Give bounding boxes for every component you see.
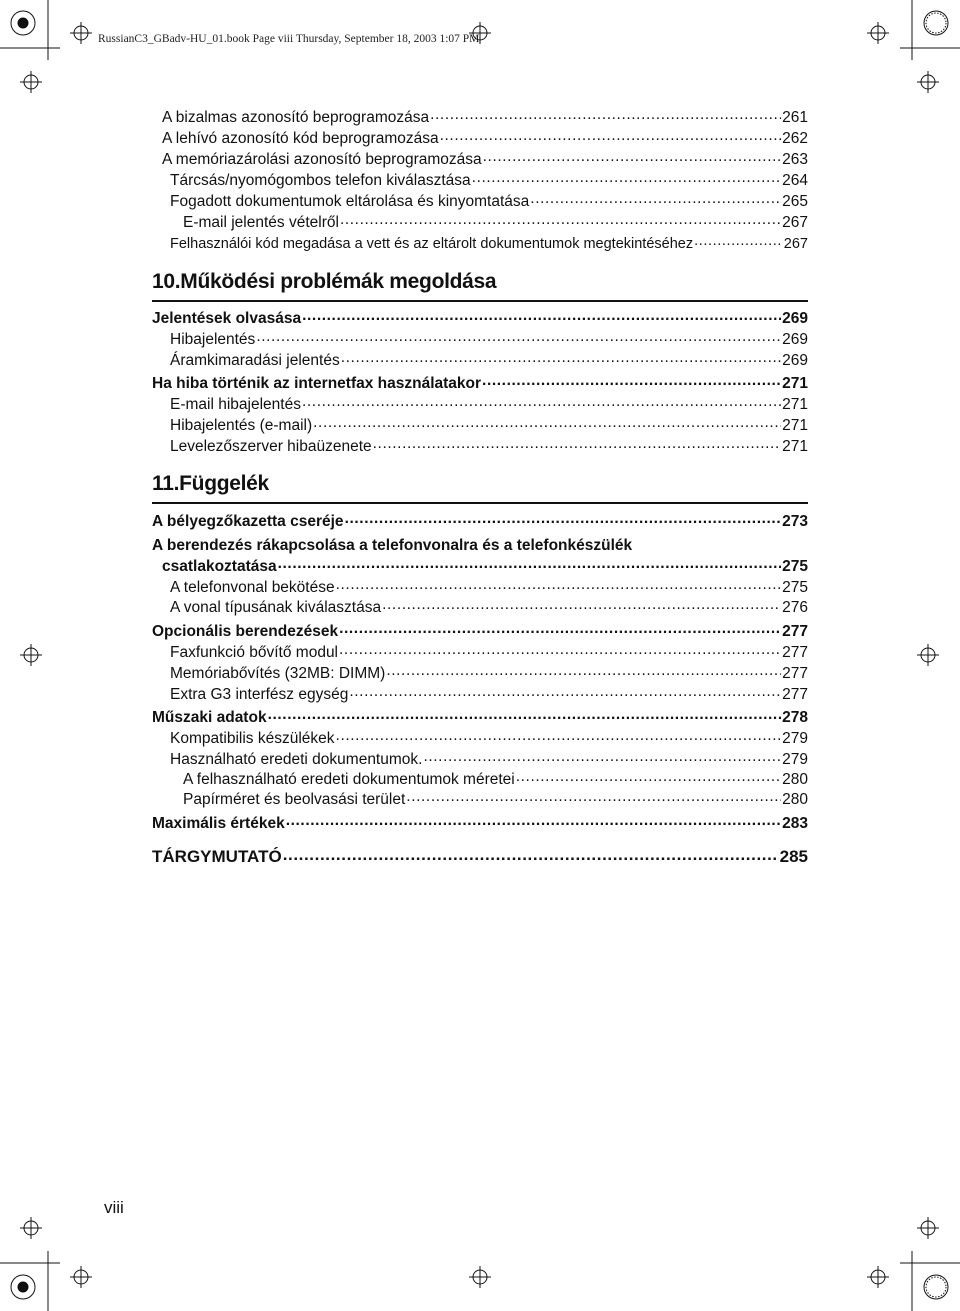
toc-entry[interactable]: Tárcsás/nyomógombos telefon kiválasztása ..... 264 bbox=[152, 171, 808, 191]
page-number: viii bbox=[104, 1198, 124, 1217]
chapter-rule bbox=[152, 502, 808, 504]
chapter-title: 10.Működési problémák megoldása bbox=[152, 270, 497, 293]
toc-entry[interactable]: Extra G3 interfész egység ..... 277 bbox=[152, 685, 808, 705]
toc-entry[interactable]: Fogadott dokumentumok eltárolása és kinyomtatása ..... 265 bbox=[152, 192, 808, 212]
toc-entry[interactable]: A memóriazárolási azonosító beprogramozása ..... 263 bbox=[152, 150, 808, 170]
toc-entry[interactable]: A berendezés rákapcsolása a telefonvonalra és a telefonkészülék bbox=[152, 537, 633, 554]
toc-entry[interactable]: Hibajelentés (e-mail) ..... 271 bbox=[152, 416, 808, 436]
toc-entry[interactable]: A bizalmas azonosító beprogramozása ..... 261 bbox=[152, 108, 808, 128]
toc-entry[interactable]: A bélyegzőkazetta cseréje ..... 273 bbox=[152, 512, 808, 532]
toc-entry[interactable]: A lehívó azonosító kód beprogramozása ..... 262 bbox=[152, 129, 808, 149]
toc-entry[interactable]: A telefonvonal bekötése ..... 275 bbox=[152, 578, 808, 598]
toc-entry[interactable]: Kompatibilis készülékek ..... 279 bbox=[152, 729, 808, 749]
toc-entry[interactable]: csatlakoztatása ..... 275 bbox=[152, 557, 808, 577]
chapter-rule bbox=[152, 300, 808, 302]
toc-entry[interactable]: Maximális értékek ..... 283 bbox=[152, 814, 808, 834]
table-of-contents bbox=[152, 0, 808, 1311]
toc-entry[interactable]: Levelezőszerver hibaüzenete ..... 271 bbox=[152, 437, 808, 457]
toc-entry[interactable]: Jelentések olvasása ..... 269 bbox=[152, 309, 808, 329]
toc-entry[interactable]: Opcionális berendezések ..... 277 bbox=[152, 622, 808, 642]
toc-entry[interactable]: Műszaki adatok ..... 278 bbox=[152, 708, 808, 728]
toc-entry[interactable]: Ha hiba történik az internetfax használatakor ..... 271 bbox=[152, 374, 808, 394]
toc-entry[interactable]: A vonal típusának kiválasztása ..... 276 bbox=[152, 598, 808, 618]
toc-entry[interactable]: E-mail hibajelentés ..... 271 bbox=[152, 395, 808, 415]
toc-entry[interactable]: Áramkimaradási jelentés ..... 269 bbox=[152, 351, 808, 371]
toc-entry-index[interactable]: TÁRGYMUTATÓ ..... 285 bbox=[152, 847, 808, 867]
toc-entry[interactable]: Faxfunkció bővítő modul ..... 277 bbox=[152, 643, 808, 663]
toc-entry[interactable]: Papírméret és beolvasási terület ..... 280 bbox=[152, 790, 808, 810]
chapter-title: 11.Függelék bbox=[152, 472, 269, 495]
toc-entry[interactable]: Hibajelentés ..... 269 bbox=[152, 330, 808, 350]
book-header: RussianC3_GBadv-HU_01.book Page viii Thursday, September 18, 2003 1:07 PM bbox=[98, 33, 480, 45]
toc-entry[interactable]: Felhasználói kód megadása a vett és az eltárolt dokumentumok megtekintéséhez ..... 267 bbox=[152, 234, 808, 254]
toc-entry[interactable]: Használható eredeti dokumentumok. ..... 279 bbox=[152, 750, 808, 770]
toc-entry[interactable]: A felhasználható eredeti dokumentumok méretei ..... 280 bbox=[152, 770, 808, 790]
toc-entry[interactable]: Memóriabővítés (32MB: DIMM) ..... 277 bbox=[152, 664, 808, 684]
toc-entry[interactable]: E-mail jelentés vételről ..... 267 bbox=[152, 213, 808, 233]
